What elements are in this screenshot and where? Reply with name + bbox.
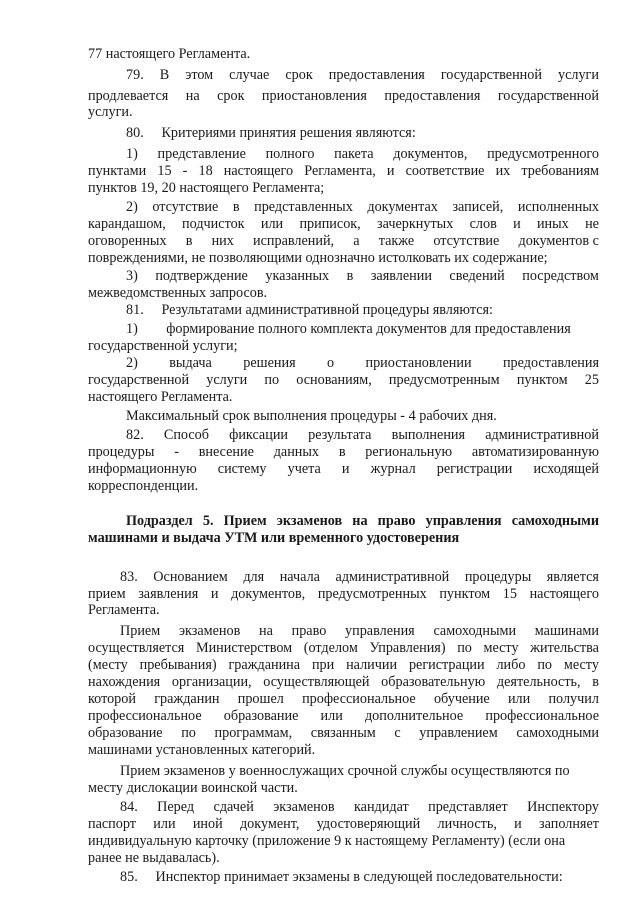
text-line: (месту пребывания) гражданина при наличии регистрации либо по месту (88, 657, 599, 673)
text-line: корреспонденции. (88, 478, 199, 494)
text-line: прием заявления и документов, предусмотренных пунктом 15 настоящего (88, 586, 599, 602)
text-line: информационную систему учета и журнал регистрации исходящей (88, 461, 599, 477)
text-line: 85. Инспектор принимает экзамены в следующей последовательности: (120, 869, 563, 885)
text-line: государственной услуги; (88, 338, 238, 354)
text-line: месту дислокации воинской части. (88, 780, 298, 796)
text-line: оговоренных в них исправлений, а также отсутствие документов с (88, 233, 599, 249)
text-line: повреждениями, не позволяющими однозначно истолковать их содержание; (88, 250, 548, 266)
text-line: государственной услуги по основаниям, предусмотренным пунктом 25 (88, 372, 599, 388)
text-line: нахождения организации, осуществляющей образовательную деятельность, в (88, 674, 599, 690)
text-line: 77 настоящего Регламента. (88, 46, 251, 62)
text-line: услуги. (88, 104, 133, 120)
text-line: пунктов 19, 20 настоящего Регламента; (88, 180, 325, 196)
text-line: осуществляется Министерством (отделом Управления) по месту жительства (88, 640, 599, 656)
text-line: индивидуальную карточку (приложение 9 к настоящему Регламенту) (если она (88, 833, 566, 849)
text-line: процедуры - внесение данных в региональную автоматизированную (88, 444, 599, 460)
text-line: которой гражданин прошел профессиональное обучение или получил (88, 691, 599, 707)
section-heading: машинами и выдача УТМ или временного удостоверения (88, 530, 460, 546)
text-line: 83. Основанием для начала административной процедуры является (120, 569, 599, 585)
text-line: настоящего Регламента. (88, 389, 233, 405)
text-line: 81. Результатами административной процедуры являются: (126, 302, 493, 318)
text-line: Прием экзаменов на право управления самоходными машинами (120, 623, 599, 639)
text-line: 80. Критериями принятия решения являются: (126, 125, 416, 141)
text-line: образование по программам, связанным с управлением самоходными (88, 725, 599, 741)
text-line: 1) представление полного пакета документов, предусмотренного (126, 146, 599, 162)
text-line: 1) формирование полного комплекта документов для предоставления (126, 321, 571, 337)
text-line: продлевается на срок приостановления предоставления государственной (88, 88, 599, 104)
section-heading: Подраздел 5. Прием экзаменов на право управления самоходными (126, 513, 599, 529)
clause-number: 79. (126, 67, 144, 83)
text-line: 82. Способ фиксации результата выполнения административной (126, 427, 599, 443)
text-line: 84. Перед сдачей экзаменов кандидат представляет Инспектору (120, 799, 599, 815)
text-line: паспорт или иной документ, удостоверяющий личность, и заполняет (88, 816, 599, 832)
text-line: Регламента. (88, 602, 160, 618)
text-line: профессиональное образование или дополнительное профессиональное (88, 708, 599, 724)
text-line: Прием экзаменов у военнослужащих срочной службы осуществляются по (120, 763, 570, 779)
text-line: межведомственных запросов. (88, 285, 268, 301)
text-line: 2) отсутствие в представленных документах записей, исполненных (126, 199, 599, 215)
text-line: Максимальный срок выполнения процедуры - 4 рабочих дня. (126, 408, 497, 424)
text-line: машинами установленных категорий. (88, 742, 316, 758)
text-line: карандашом, подчисток или приписок, зачеркнутых слов и иных не (88, 216, 599, 232)
text-line: пунктами 15 - 18 настоящего Регламента, и соответствие их требованиям (88, 163, 599, 179)
text-line: 79. В этом случае срок предоставления государственной услуги (126, 67, 599, 83)
text-line: ранее не выдавалась). (88, 850, 220, 866)
text-line: 2) выдача решения о приостановлении предоставления (126, 355, 599, 371)
text-line: 3) подтверждение указанных в заявлении сведений посредством (126, 268, 599, 284)
